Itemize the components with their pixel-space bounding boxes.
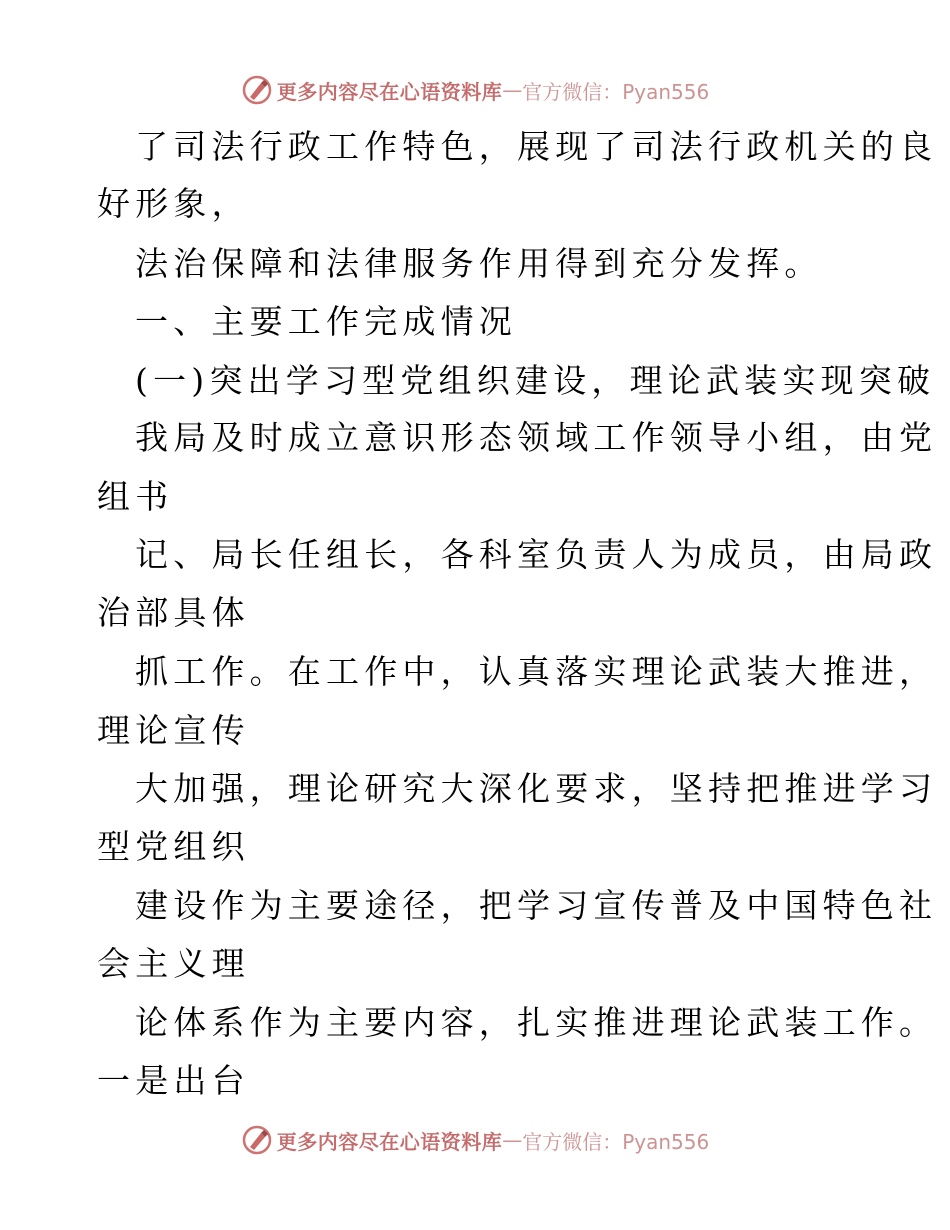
body-line: 法治保障和法律服务作用得到充分发挥。	[135, 244, 823, 283]
watermark-dash: —	[502, 1128, 523, 1152]
body-line: 论体系作为主要内容，扎实推进理论武装工作。	[135, 1003, 938, 1042]
body-line: 一是出台	[97, 1061, 250, 1100]
pen-nib-logo-icon	[241, 1124, 273, 1156]
body-line: 治部具体	[97, 593, 250, 632]
body-line: 大加强，理论研究大深化要求，坚持把推进学习	[135, 769, 938, 808]
body-line: 了司法行政工作特色，展现了司法行政机关的良	[135, 127, 938, 166]
watermark-suffix-text: 官方微信：Pyan556	[522, 79, 710, 104]
watermark-footer	[0, 1120, 950, 1160]
body-line: 好形象，	[97, 184, 250, 223]
body-line: 组书	[97, 477, 174, 516]
watermark-dash: —	[502, 78, 523, 102]
body-line: 建设作为主要途径，把学习宣传普及中国特色社	[135, 886, 938, 925]
body-line: 我局及时成立意识形态领域工作领导小组，由党	[135, 418, 938, 457]
subsection-heading: (一)突出学习型党组织建设，理论武装实现突破	[135, 361, 936, 400]
watermark-suffix-text: 官方微信：Pyan556	[522, 1129, 710, 1154]
body-line: 型党组织	[97, 827, 250, 866]
watermark-brand-text: 更多内容尽在心语资料库	[276, 79, 503, 104]
body-line: 抓工作。在工作中，认真落实理论武装大推进，	[135, 652, 938, 691]
body-line: 记、局长任组长，各科室负责人为成员，由局政	[135, 535, 938, 574]
watermark-brand-text: 更多内容尽在心语资料库	[276, 1129, 503, 1154]
body-line: 理论宣传	[97, 711, 250, 750]
section-heading: 一、主要工作完成情况	[135, 302, 517, 341]
body-line: 会主义理	[97, 944, 250, 983]
